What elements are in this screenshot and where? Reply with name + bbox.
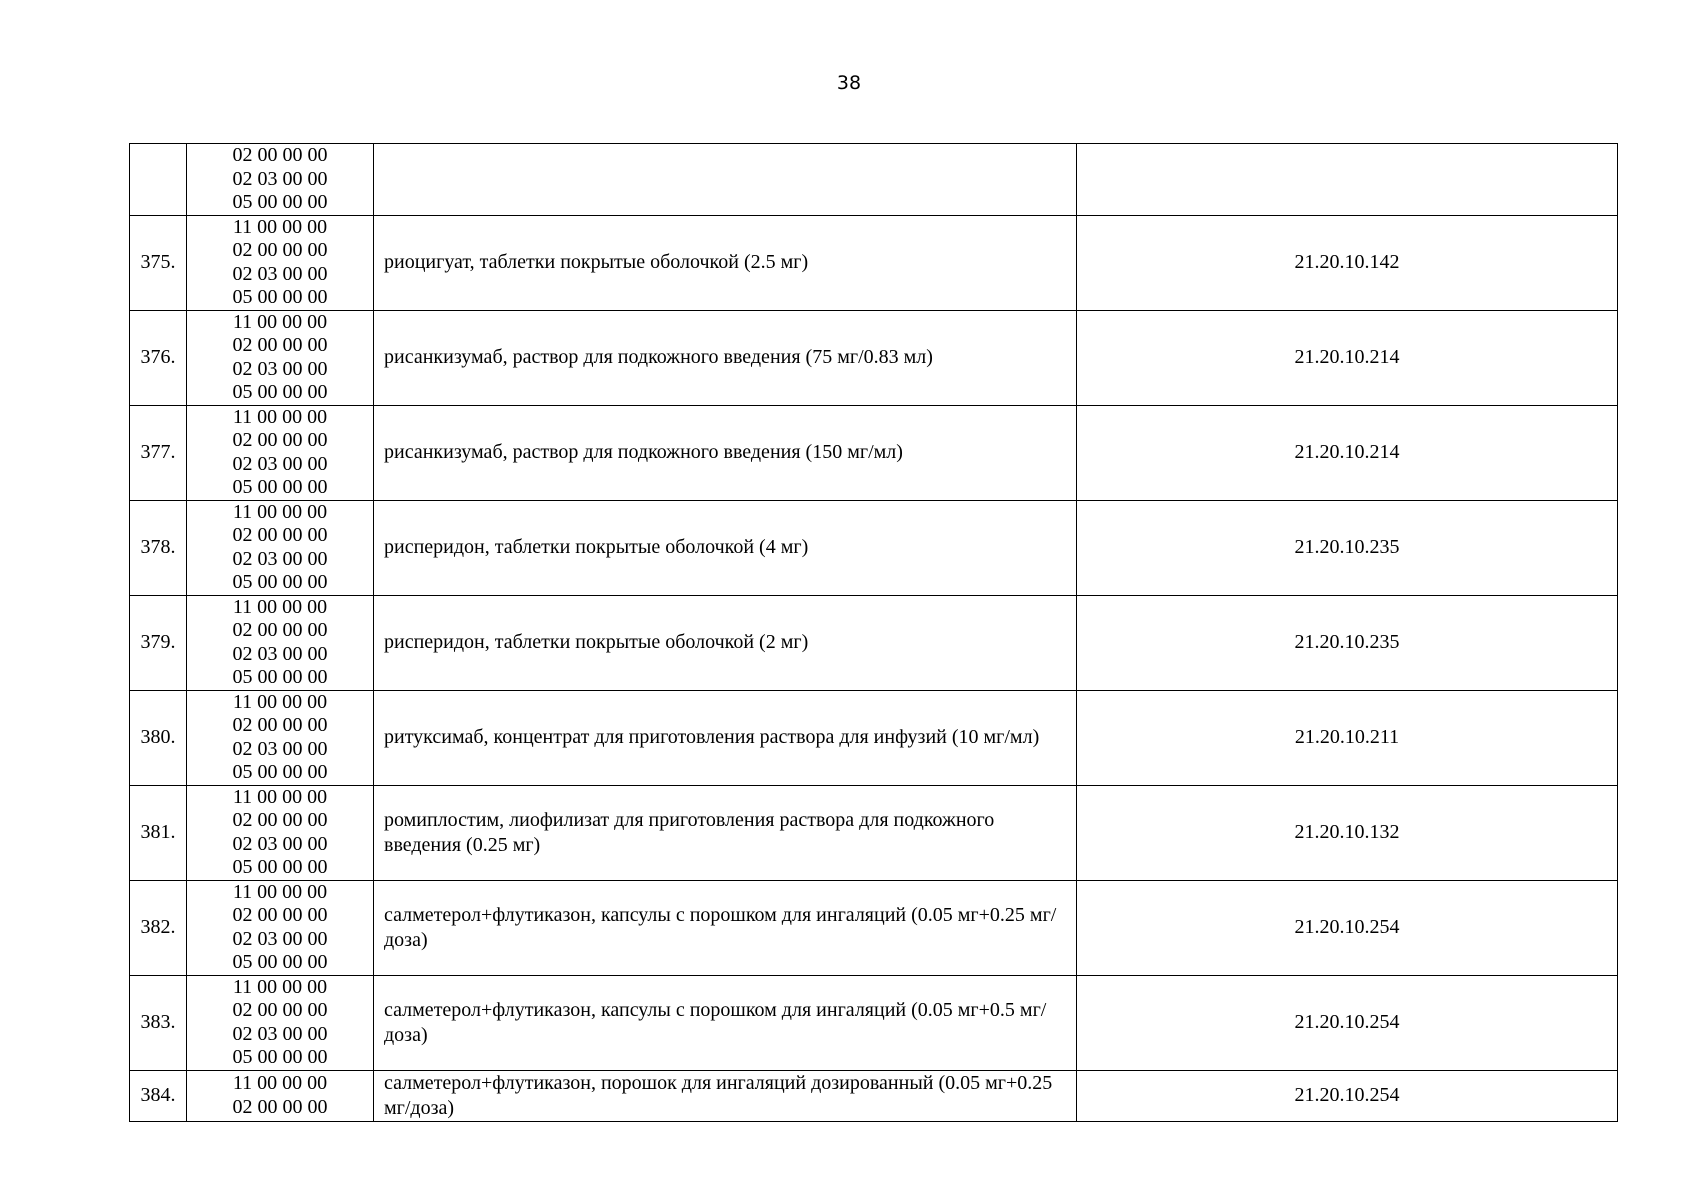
table-row [130,880,1618,975]
code-line: 02 03 00 00 [232,737,328,760]
code-line: 02 03 00 00 [232,167,328,190]
row-codes [187,690,374,785]
row-description: риоцигуат, таблетки покрытые оболочкой (2.5 мг) [374,215,1077,310]
code-line: 02 00 00 00 [232,524,328,546]
row-okpd-code: 21.20.10.132 [1077,785,1618,880]
row-okpd-code: 21.20.10.254 [1077,880,1618,975]
row-number: 381. [130,785,187,880]
row-okpd-code: 21.20.10.235 [1077,500,1618,595]
code-line: 02 00 00 00 [232,429,328,451]
row-codes [187,144,374,216]
row-description: салметерол+флутиказон, капсулы с порошком для ингаляций (0.05 мг+0.25 мг/доза) [374,880,1077,975]
table-row [130,310,1618,405]
code-line: 11 00 00 00 [232,785,328,808]
row-number: 379. [130,595,187,690]
row-number: 377. [130,405,187,500]
row-description: ритуксимаб, концентрат для приготовления раствора для инфузий (10 мг/мл) [374,690,1077,785]
code-line: 02 00 00 00 [232,619,328,641]
row-codes [187,310,374,405]
row-codes [187,975,374,1070]
row-description: ромиплостим, лиофилизат для приготовления раствора для подкожного введения (0.25 мг) [374,785,1077,880]
table-row [130,144,1618,216]
code-line: 11 00 00 00 [232,690,328,713]
code-line: 11 00 00 00 [232,975,328,998]
code-line: 02 03 00 00 [232,452,328,475]
code-line: 11 00 00 00 [232,1072,328,1094]
code-line: 02 00 00 00 [232,809,328,831]
row-description: салметерол+флутиказон, капсулы с порошком для ингаляций (0.05 мг+0.5 мг/доза) [374,975,1077,1070]
code-line: 02 00 00 00 [232,904,328,926]
code-line: 11 00 00 00 [232,500,328,523]
code-line: 11 00 00 00 [232,310,328,333]
table-body [130,144,1618,1122]
row-codes [187,215,374,310]
row-number: 376. [130,310,187,405]
row-description: рисанкизумаб, раствор для подкожного введения (75 мг/0.83 мл) [374,310,1077,405]
code-line: 02 03 00 00 [232,262,328,285]
table-row [130,1070,1618,1121]
code-line: 02 03 00 00 [232,547,328,570]
code-line: 11 00 00 00 [232,405,328,428]
row-okpd-code [1077,144,1618,216]
code-line: 05 00 00 00 [232,191,328,213]
code-line: 11 00 00 00 [232,215,328,238]
code-line: 11 00 00 00 [232,880,328,903]
code-line: 05 00 00 00 [232,856,328,878]
row-description: салметерол+флутиказон, порошок для ингаляций дозированный (0.05 мг+0.25 мг/доза) [374,1070,1077,1121]
table-row [130,975,1618,1070]
row-okpd-code: 21.20.10.214 [1077,310,1618,405]
code-line: 11 00 00 00 [232,595,328,618]
row-okpd-code: 21.20.10.142 [1077,215,1618,310]
row-okpd-code: 21.20.10.211 [1077,690,1618,785]
table-row [130,500,1618,595]
row-okpd-code: 21.20.10.254 [1077,1070,1618,1121]
row-codes [187,500,374,595]
row-number: 382. [130,880,187,975]
table-row [130,595,1618,690]
page-number: 38 [836,72,862,94]
table-row [130,215,1618,310]
code-line: 05 00 00 00 [232,286,328,308]
code-line: 02 03 00 00 [232,927,328,950]
row-number: 375. [130,215,187,310]
row-okpd-code: 21.20.10.214 [1077,405,1618,500]
row-codes [187,1070,374,1121]
code-line: 05 00 00 00 [232,571,328,593]
row-number: 380. [130,690,187,785]
code-line: 02 03 00 00 [232,642,328,665]
code-line: 05 00 00 00 [232,476,328,498]
row-number [130,144,187,216]
row-description [374,144,1077,216]
medicine-table [129,143,1618,1122]
row-okpd-code: 21.20.10.254 [1077,975,1618,1070]
row-okpd-code: 21.20.10.235 [1077,595,1618,690]
code-line: 02 03 00 00 [232,357,328,380]
code-line: 02 00 00 00 [232,239,328,261]
row-number: 378. [130,500,187,595]
code-line: 05 00 00 00 [232,951,328,973]
code-line: 02 03 00 00 [232,832,328,855]
table-row [130,405,1618,500]
table-row [130,785,1618,880]
code-line: 05 00 00 00 [232,381,328,403]
code-line: 05 00 00 00 [232,666,328,688]
row-description: рисанкизумаб, раствор для подкожного введения (150 мг/мл) [374,405,1077,500]
row-number: 384. [130,1070,187,1121]
code-line: 05 00 00 00 [232,1046,328,1068]
row-description: рисперидон, таблетки покрытые оболочкой (2 мг) [374,595,1077,690]
code-line: 05 00 00 00 [232,761,328,783]
code-line: 02 00 00 00 [232,144,328,166]
row-codes [187,785,374,880]
code-line: 02 00 00 00 [232,999,328,1021]
code-line: 02 03 00 00 [232,1022,328,1045]
row-codes [187,405,374,500]
row-codes [187,880,374,975]
code-line: 02 00 00 00 [232,1095,328,1118]
row-codes [187,595,374,690]
code-line: 02 00 00 00 [232,714,328,736]
row-number: 383. [130,975,187,1070]
code-line: 02 00 00 00 [232,334,328,356]
row-description: рисперидон, таблетки покрытые оболочкой (4 мг) [374,500,1077,595]
table-row [130,690,1618,785]
